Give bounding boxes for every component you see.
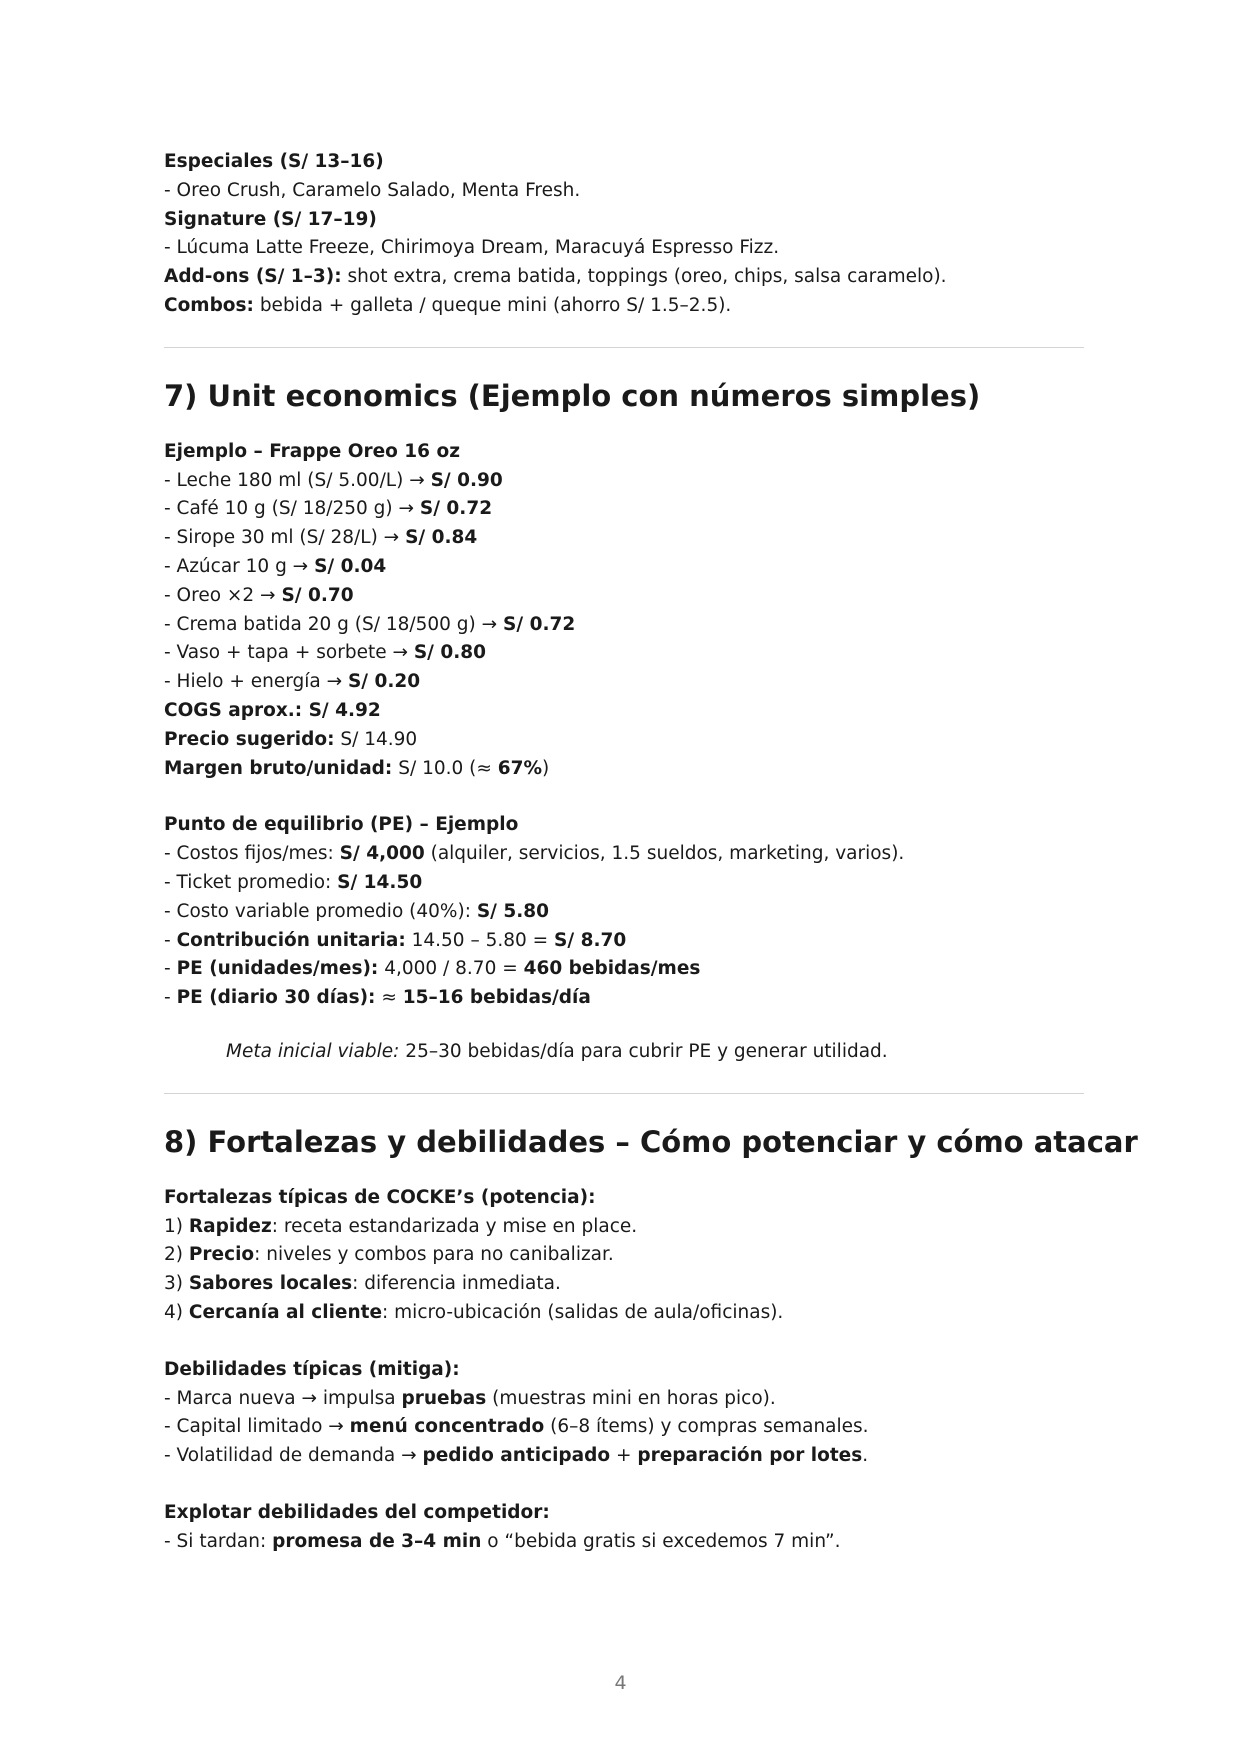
cost-item-value: S/ 0.72 — [419, 498, 493, 520]
especiales-label: Especiales (S/ 13–16) — [164, 151, 384, 172]
fortaleza-num: 4) — [164, 1301, 189, 1323]
contrib-dash: - — [164, 929, 177, 951]
fortaleza-label: Rapidez — [188, 1215, 272, 1237]
contrib-calc: 14.50 – 5.80 = — [405, 929, 555, 951]
cost-item-value: S/ 0.04 — [314, 555, 387, 577]
cost-item — [164, 467, 1084, 496]
precio-value: S/ 14.90 — [334, 728, 418, 750]
pe-daily-dash: - — [164, 987, 177, 1009]
addons-label: Add-ons (S/ 1–3): — [164, 266, 342, 288]
pe-units-line — [164, 955, 1084, 984]
exp-text: o “bebida gratis si excedemos 7 min”. — [481, 1530, 841, 1552]
cost-item-label: - Crema batida 20 g (S/ 18/500 g) → — [164, 613, 504, 635]
debilidades-title: Debilidades típicas (mitiga): — [164, 1358, 460, 1380]
cost-item — [164, 524, 1084, 553]
fijos-label: - Costos fijos/mes: — [164, 843, 340, 865]
cost-item-value: S/ 0.20 — [347, 671, 421, 693]
cost-item — [164, 668, 1084, 697]
pe-units-label: PE (unidades/mes): — [176, 958, 379, 980]
pe-daily-value: 15–16 bebidas/día — [402, 987, 591, 1009]
deb-bold: pruebas — [401, 1387, 487, 1409]
cost-item-value: S/ 0.84 — [405, 527, 478, 549]
fortaleza-text: : micro-ubicación (salidas de aula/oficinas). — [382, 1301, 784, 1323]
deb-text: (muestras mini en horas pico). — [486, 1387, 776, 1409]
pe-title: Punto de equilibrio (PE) – Ejemplo — [164, 814, 519, 836]
ticket-line — [164, 869, 1084, 898]
deb-text: + — [610, 1445, 638, 1467]
margen-line — [164, 755, 1084, 784]
pe-units-value: 460 bebidas/mes — [523, 958, 701, 980]
deb-text: (6–8 ítems) y compras semanales. — [544, 1416, 869, 1438]
meta-note — [164, 1038, 1084, 1067]
cost-item — [164, 553, 1084, 582]
deb-bold: preparación por lotes — [637, 1445, 863, 1467]
contrib-label: Contribución unitaria: — [176, 929, 406, 951]
precio-label: Precio sugerido: — [164, 728, 335, 750]
fortaleza-num: 1) — [164, 1215, 189, 1237]
cost-item-label: - Azúcar 10 g → — [164, 555, 315, 577]
fortaleza-text: : diferencia inmediata. — [352, 1273, 561, 1295]
combos-text: bebida + galleta / queque mini (ahorro S/ 1.5–2.5). — [253, 294, 732, 316]
especiales-items: - Oreo Crush, Caramelo Salado, Menta Fresh. — [164, 179, 581, 201]
fortaleza-item — [164, 1270, 1084, 1299]
fortaleza-item — [164, 1213, 1084, 1242]
fortaleza-item — [164, 1241, 1084, 1270]
pe-units-dash: - — [164, 958, 177, 980]
debilidad-item — [164, 1442, 1084, 1471]
margen-label: Margen bruto/unidad: — [164, 757, 393, 779]
precio-line — [164, 726, 1084, 755]
deb-bold: menú concentrado — [349, 1416, 545, 1438]
contrib-line — [164, 927, 1084, 956]
combos-line — [164, 292, 1084, 321]
fortaleza-label: Sabores locales — [188, 1273, 353, 1295]
cost-item-label: - Oreo ×2 → — [164, 584, 282, 606]
deb-bold: pedido anticipado — [422, 1445, 611, 1467]
menu-tiers — [164, 148, 1084, 321]
page-number: 4 — [614, 1672, 627, 1694]
cost-item-label: - Sirope 30 ml (S/ 28/L) → — [164, 527, 406, 549]
debilidad-item — [164, 1385, 1084, 1414]
pe-daily-calc: ≈ — [375, 987, 403, 1009]
addons-line — [164, 263, 1084, 292]
addons-text: shot extra, crema batida, toppings (oreo, chips, salsa caramelo). — [341, 266, 947, 288]
deb-text: - Marca nueva → impulsa — [164, 1387, 402, 1409]
deb-text: . — [862, 1445, 869, 1467]
margen-value: S/ 10.0 (≈ — [392, 757, 498, 779]
deb-text: - Capital limitado → — [164, 1416, 350, 1438]
cost-item-value: S/ 0.80 — [413, 642, 487, 664]
explotar-title: Explotar debilidades del competidor: — [164, 1501, 550, 1523]
meta-text: 25–30 bebidas/día para cubrir PE y generar utilidad. — [399, 1040, 888, 1062]
cost-list — [164, 467, 1084, 697]
pe-daily-label: PE (diario 30 días): — [176, 987, 376, 1009]
variable-line — [164, 898, 1084, 927]
fijos-value: S/ 4,000 — [339, 843, 425, 865]
margen-close: ) — [542, 757, 550, 779]
exp-bold: promesa de 3–4 min — [272, 1530, 482, 1552]
fortalezas-list — [164, 1213, 1084, 1328]
meta-label: Meta inicial viable: — [226, 1040, 400, 1062]
deb-text: - Volatilidad de demanda → — [164, 1445, 423, 1467]
exp-text: - Si tardan: — [164, 1530, 273, 1552]
fortaleza-text: : receta estandarizada y mise en place. — [271, 1215, 638, 1237]
fortaleza-num: 3) — [164, 1273, 189, 1295]
fortaleza-text: : niveles y combos para no canibalizar. — [254, 1244, 614, 1266]
fortaleza-item — [164, 1299, 1084, 1328]
cost-item-value: S/ 0.70 — [281, 584, 354, 606]
ticket-label: - Ticket promedio: — [164, 871, 338, 893]
variable-value: S/ 5.80 — [476, 900, 549, 922]
cost-item — [164, 639, 1084, 668]
cost-item-value: S/ 0.90 — [430, 469, 503, 491]
cogs-line: COGS aprox.: S/ 4.92 — [164, 699, 381, 721]
document-page — [164, 148, 1138, 1556]
cost-item — [164, 495, 1084, 524]
cost-item-label: - Vaso + tapa + sorbete → — [164, 642, 414, 664]
cost-item-label: - Leche 180 ml (S/ 5.00/L) → — [164, 469, 431, 491]
fortaleza-label: Precio — [188, 1244, 255, 1266]
explotar-item — [164, 1528, 1084, 1557]
debilidad-item — [164, 1413, 1084, 1442]
fortaleza-label: Cercanía al cliente — [188, 1301, 383, 1323]
pe-units-calc: 4,000 / 8.70 = — [378, 958, 524, 980]
contrib-value: S/ 8.70 — [554, 929, 627, 951]
pe-daily-line — [164, 984, 1084, 1013]
fortaleza-num: 2) — [164, 1244, 189, 1266]
signature-label: Signature (S/ 17–19) — [164, 208, 377, 230]
cost-item — [164, 582, 1084, 611]
cost-item-label: - Café 10 g (S/ 18/250 g) → — [164, 498, 420, 520]
fijos-line — [164, 840, 1084, 869]
margen-pct: 67% — [497, 757, 543, 779]
fijos-rest: (alquiler, servicios, 1.5 sueldos, marketing, varios). — [424, 843, 905, 865]
cost-item-label: - Hielo + energía → — [164, 671, 348, 693]
section-7-title: 7) Unit economics (Ejemplo con números simples) — [164, 378, 981, 413]
cost-item-value: S/ 0.72 — [503, 613, 576, 635]
variable-label: - Costo variable promedio (40%): — [164, 900, 477, 922]
combos-label: Combos: — [164, 294, 254, 316]
signature-items: - Lúcuma Latte Freeze, Chirimoya Dream, Maracuyá Espresso Fizz. — [164, 237, 780, 259]
fortalezas-title: Fortalezas típicas de COCKE’s (potencia): — [164, 1186, 596, 1208]
ticket-value: S/ 14.50 — [337, 871, 423, 893]
section-8-title: 8) Fortalezas y debilidades – Cómo potenciar y cómo atacar — [164, 1124, 1138, 1159]
cost-item — [164, 611, 1084, 640]
example-title: Ejemplo – Frappe Oreo 16 oz — [164, 440, 460, 462]
